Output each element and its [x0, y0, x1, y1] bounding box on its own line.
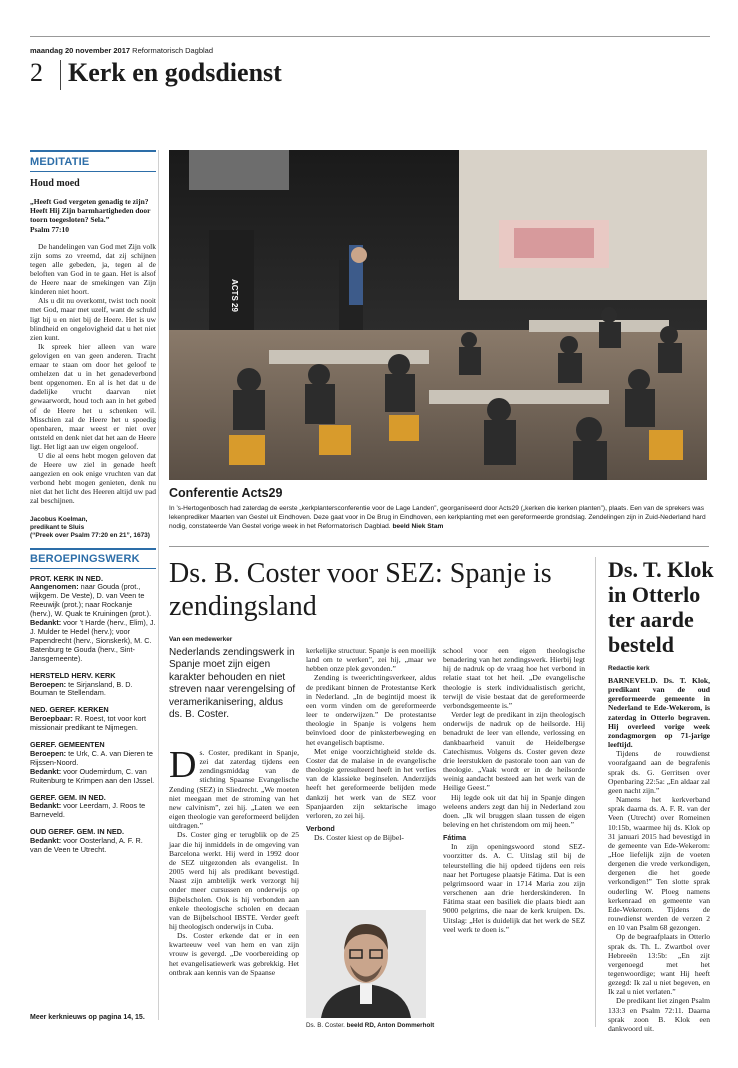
- right-paragraph: De predikant liet zingen Psalm 133:3 en Psalm 72:11. Daarna sprak zoon B. Klok een dankwoord uit.: [608, 996, 710, 1033]
- conference-photo-illustration: [169, 150, 707, 480]
- main-column-2: [306, 646, 436, 842]
- main-paragraph: Ds. Coster erkende dat er in een kwarteeuw veel van hem en van zijn vrouw is gevergd. „De voorbereiding op het evangelisatiewerk was gebrekkig. Het ontbrak aan kennis van de Spaanse: [169, 931, 299, 977]
- photo-caption: [169, 504, 709, 531]
- beroepingswerk-detail: voor Oudemirdum, C. van Ruitenburg te Krimpen aan den IJssel.: [30, 766, 155, 785]
- meditatie-paragraph: Als u dit nu overkomt, twist toch nooit met God, maar met uzelf, want de schuld ligt bij u en niet bij de Heere. Het is uw blindheid en ongelovigheid dat u het niet zien kunt.: [30, 296, 156, 342]
- photo-credit: beeld Niek Stam: [392, 523, 444, 530]
- beroepingswerk-item: [30, 672, 156, 699]
- beroepingswerk-detail: voor ’t Harde (herv., Elim), J. J. Mulder te Hedel (herv.); voor Papendrecht (herv., Sionskerk), M. C. Batenburg te Gouda (herv., Sint-Jansgemeente).: [30, 618, 156, 663]
- meditatie-paragraph: De handelingen van God met Zijn volk zijn soms zo vreemd, dat zij schijnen tegen alle gebeden, ja, tegen al de beloften van God in te gaan. Het is alsof de Heere naar de smekingen van Zijn kinderen niet hoort.: [30, 241, 156, 297]
- meditatie-paragraph: U die al eens hebt mogen geloven dat de Heere uw ziel in genade heeft aangezien en ook enige vruchten van dat verbond hebt mogen genieten, denk nu niet dat het licht des Heeren altijd uw pad zal beschijnen.: [30, 450, 156, 506]
- beroepingswerk-line: [30, 619, 156, 664]
- main-paragraph: Verder legt de predikant in zijn theologisch onderwijs de nadruk op de heilsorde. Hij benadrukt de leer van ellende, verlossing en dankbaarheid vanuit de Heidelbergse Catechismus. Volgens ds. Coster geven deze drie leerstukken de pastorale toon aan van de theologie. „Vaak wordt er in de heilsorde weinig aandacht besteed aan het werk van de Heilige Geest.”: [443, 710, 585, 793]
- beroepingswerk-detail: voor Leerdam, J. Roos te Barneveld.: [30, 801, 146, 820]
- portrait-illustration: [306, 910, 426, 1018]
- beroepingswerk-status: Beroepbaar:: [30, 714, 73, 724]
- main-paragraph: Ds. Coster kiest op de Bijbel-: [314, 833, 404, 843]
- beroepingswerk-line: [30, 681, 156, 699]
- meditatie-author-role: predikant te Sluis: [30, 523, 85, 531]
- meditatie-body: [30, 242, 156, 506]
- section-title: Kerk en godsdienst: [68, 58, 282, 87]
- main-paragraph: school voor een eigen theologische benadering van het zendingswerk. Hierbij legt hij de nadruk op de vraag hoe het verbond in relatie staat tot het heil. „De evangelische theologie is sterk individualistisch gericht, terwijl de visie bestaat dat de gereformeerde verbondsgemeente is.”: [443, 646, 585, 710]
- page-number: 2: [30, 58, 43, 87]
- main-paragraph: Zending is tweerichtingsverkeer, aldus de predikant binnen de Protestantse Kerk in Nederland. „In de begintijd moest ik een vorm vinden om de gereformeerde leer te onderwijzen.” De protestantse theologie in Spanje is volgens hem beïnvloed door de pinksterbeweging en het evangelisch baptisme.: [306, 673, 436, 747]
- beroepingswerk-item: [30, 706, 156, 733]
- beroepingswerk-detail: te Urk, C. A. van Dieren te Rijssen-Noord.: [30, 748, 153, 767]
- meditatie-source: (“Preek over Psalm 77:20 en 21”, 1673): [30, 531, 150, 539]
- beroepingswerk-status: Beroepen:: [30, 748, 67, 758]
- sidebar-divider: [30, 548, 156, 550]
- right-paragraph: Tijdens de rouwdienst voorafgaand aan de begrafenis sprak ds. G. Gerritsen over Openbaring 22:5a: „En aldaar zal geen nacht zijn.”: [608, 749, 710, 795]
- beroepingswerk-line: [30, 583, 156, 619]
- meditatie-author: Jacobus Koelman,: [30, 515, 88, 523]
- acts29-banner: ACTS 29: [230, 278, 239, 312]
- meditatie-label: MEDITATIE: [30, 156, 90, 168]
- main-paragraph: s. Coster, predikant in Spanje, zei dat zaterdag tijdens een zendingsmiddag van de stichting Spaanse Evangelische Zending (SEZ) in Sliedrecht. „We moeten niet meegaan met de stroming van het new calvinism”, zei hij. „Laten we een eigen theologie van gereformeerd belijden uitdragen.”: [169, 748, 299, 831]
- paper-name: Reformatorisch Dagblad: [132, 46, 214, 55]
- meditatie-quote-ref: Psalm 77:10: [30, 224, 69, 234]
- portrait-credit: beeld RD, Anton Dommerholt: [346, 1022, 435, 1029]
- beroepingswerk-line: [30, 837, 156, 855]
- top-rule: [30, 36, 710, 37]
- section-divider: [60, 60, 61, 90]
- right-lead: BARNEVELD. Ds. T. Klok, predikant van de oud gereformeerde gemeente in Nederland te Ede-Wekerom, is zaterdag in Otterlo begraven. Hij overleed vorige week zondagmorgen op 71-jarige leeftijd.: [608, 676, 710, 750]
- main-paragraph: Ds. Coster ging er terugblik op de 25 jaar die hij inmiddels in de omgeving van Barcelona werkt. Hij werd in 1992 door de SEZ uitgezonden als evangelist. In 2005 werd hij als predikant bevestigd. Naast zijn ambtelijk werk verzorgt hij onder meer cursussen en onderwijs op Bijbelscholen. Ook is hij verbonden aan enkele theologische scholen en decaan van de Bijbelschool IBSTE. Verder geeft hij theologisch onderwijs in Cuba.: [169, 830, 299, 931]
- beroepingswerk-detail: te Sirjansland, B. D. Bouman te Stellendam.: [30, 679, 133, 698]
- beroepingswerk-detail: naar Gouda (prot., wijkgem. De Veste), D. van Veen te Reeuwijk (prot.); naar Rockanje (herv.), W. Quak te Kruiningen (prot.).: [30, 582, 152, 619]
- subhead-fatima: Fátima: [443, 833, 467, 843]
- portrait-photo: [306, 910, 426, 1018]
- beroepingswerk-line: [30, 768, 156, 786]
- main-byline: Van een medewerker: [169, 636, 233, 643]
- meditatie-quote: „Heeft God vergeten genadig te zijn? Heeft Hij Zijn barmhartigheden door toorn toegesloten? Sela.”: [30, 197, 151, 225]
- portrait-caption-text: Ds. B. Coster.: [306, 1022, 345, 1029]
- denomination-heading: OUD GEREF. GEM. IN NED.: [30, 827, 125, 837]
- meditatie-box: [30, 150, 156, 863]
- beroepingswerk-line: [30, 750, 156, 768]
- conference-photo: [169, 150, 707, 480]
- beroepingswerk-status: Bedankt:: [30, 618, 62, 628]
- date: maandag 20 november 2017: [30, 46, 131, 55]
- main-column-1: [169, 744, 299, 977]
- main-paragraph: In zijn openingswoord stond SEZ-voorzitter ds. A. C. Uitslag stil bij de teleurstelling die hij opdeed tijdens een reis naar het Portugese plaatsje Fátima. Dat is een pelgrimsoord waar in 1714 Maria zou zijn verschenen aan drie herderskinderen. In Fátima staat een basiliek die plaats biedt aan 9000 pelgrims, die naar de kerk kruipen. Ds. Uitslag: „Het is duidelijk dat het werk de SEZ veel werk te doen is.”: [443, 842, 585, 934]
- beroepingswerk-list: [30, 575, 156, 855]
- denomination-heading: PROT. KERK IN NED.: [30, 573, 103, 583]
- beroepingswerk-line: [30, 715, 156, 733]
- main-paragraph: Hij legde ook uit dat hij in Spanje dingen weleens anders zegt dan hij in Nederland zou doen. „Ik wil bruggen slaan tussen de eigen beleving en het christendom om mij heen.”: [443, 792, 585, 829]
- beroepingswerk-item: [30, 575, 156, 664]
- beroepingswerk-status: Beroepen:: [30, 679, 67, 689]
- beroepingswerk-item: [30, 828, 156, 855]
- main-intro: Nederlands zendingswerk in Spanje moet zijn eigen karakter behouden en niet streven naar verengelsing of veramerikanisering, aldus ds. B. Coster.: [169, 647, 296, 721]
- right-column: [608, 676, 710, 1033]
- beroepingswerk-item: [30, 741, 156, 786]
- beroepingswerk-line: [30, 802, 156, 820]
- meditatie-title: Houd moed: [30, 178, 80, 189]
- denomination-heading: NED. GEREF. KERKEN: [30, 705, 109, 715]
- denomination-heading: HERSTELD HERV. KERK: [30, 670, 116, 680]
- photo-caption-text: In ’s-Hertogenbosch had zaterdag de eerste „kerkplantersconferentie voor de Lage Landen”, georganiseerd door Acts29 („kerken die kerken planten”), plaats. Een van de sprekers was lekenprediker Maarten van Gestel uit Eindhoven. Deze gaat voor in De Brug in Eindhoven, een kerkplanting met een gereformeerde grondslag. Zendelingen zijn in Zuid-Nederland hard nodig, constateerde Van Gestel vorige week in het Reformatorisch Dagblad.: [169, 505, 706, 530]
- main-paragraph: kerkelijke structuur. Spanje is een moeilijk land om te werken”, zei hij, „maar we hebben onze plek gevonden.”: [306, 646, 436, 674]
- sidebar-rule: [158, 150, 159, 1020]
- subhead-verbond: Verbond: [306, 823, 335, 833]
- denomination-heading: GEREF. GEM. IN NED.: [30, 792, 106, 802]
- main-column-3: [443, 646, 585, 934]
- beroepingswerk-status: Bedankt:: [30, 836, 62, 846]
- dateline: [30, 46, 213, 55]
- photo-caption-title: Conferentie Acts29: [169, 486, 283, 500]
- beroepingswerk-item: [30, 794, 156, 821]
- right-paragraph: Namens het kerkverband sprak daarna ds. A. F. R. van der Veen (Utrecht) over Romeinen 10:15b, waarmee hij ds. Klok op 31 januari 2015 had bevestigd in de gemeente van Ede-Wekerom: „Hoe liefelijk zijn de voeten dergenen die vrede verkondigen, dergenen die het goede verkondigen!” Ten slotte sprak ouderling W. Ploeg namens kerkenraad en gemeente van Ede-Wekerom. Tijdens de rouwdienst werden de verzen 2 en 10 van Psalm 68 gezongen.: [608, 795, 710, 933]
- right-byline: Redactie kerk: [608, 665, 650, 672]
- caption-rule: [169, 546, 709, 547]
- beroepingswerk-detail: R. Roest, tot voor kort missionair predikant te Nijmegen.: [30, 714, 146, 733]
- dropcap: D: [169, 744, 197, 786]
- portrait-caption: [306, 1022, 434, 1029]
- more-news-note: Meer kerknieuws op pagina 14, 15.: [30, 1014, 145, 1021]
- main-paragraph: Met enige voorzichtigheid stelde ds. Coster dat de malaise in de evangelische theologie geresulteerd heeft in het verlies van de klassieke beginselen. Anderzijds heeft het gereformeerde belijden mede dankzij het werk van de SEZ voor Spanjaarden zijn sektarische imago verloren, zo zei hij.: [306, 746, 436, 820]
- column-rule: [595, 557, 596, 1027]
- denomination-heading: GEREF. GEMEENTEN: [30, 740, 105, 750]
- right-headline: Ds. T. Klok in Otterlo ter aarde besteld: [608, 557, 714, 657]
- main-headline: Ds. B. Coster voor SEZ: Spanje is zendingsland: [169, 558, 552, 622]
- right-paragraph: Op de begraafplaats in Otterlo sprak ds. Th. L. Zwartbol over Hebreeën 13:5b: „En zijt vergenoegd met het tegenwoordige; want Hij heeft gezegd: Ik zal u niet begeven, en Ik zal u niet verlaten.”: [608, 932, 710, 997]
- meditatie-paragraph: Ik spreek hier alleen van ware gelovigen en van geen anderen. Tracht ernaar te staan om door het geloof te omhelzen dat u in het genadeverbond bent opgenomen. En al is het dat u de dadelijke vrucht daarvan niet gewaarwordt, houd toch aan in het gebed of de Heere het u schenken wil. Misschien zal de Heere het u spoedig openbaren, maar weest er niet over ontsteld en denk niet dat het aan de Heere ligt. Het ligt aan uw eigen ongeloof.: [30, 341, 156, 451]
- beroepingswerk-detail: voor Oosterland, A. F. R. van de Veen te Utrecht.: [30, 836, 143, 855]
- beroepingswerk-label: BEROEPINGSWERK: [30, 552, 140, 565]
- beroepingswerk-status: Bedankt:: [30, 801, 62, 811]
- beroepingswerk-status: Bedankt:: [30, 766, 62, 776]
- beroepingswerk-status: Aangenomen:: [30, 582, 79, 592]
